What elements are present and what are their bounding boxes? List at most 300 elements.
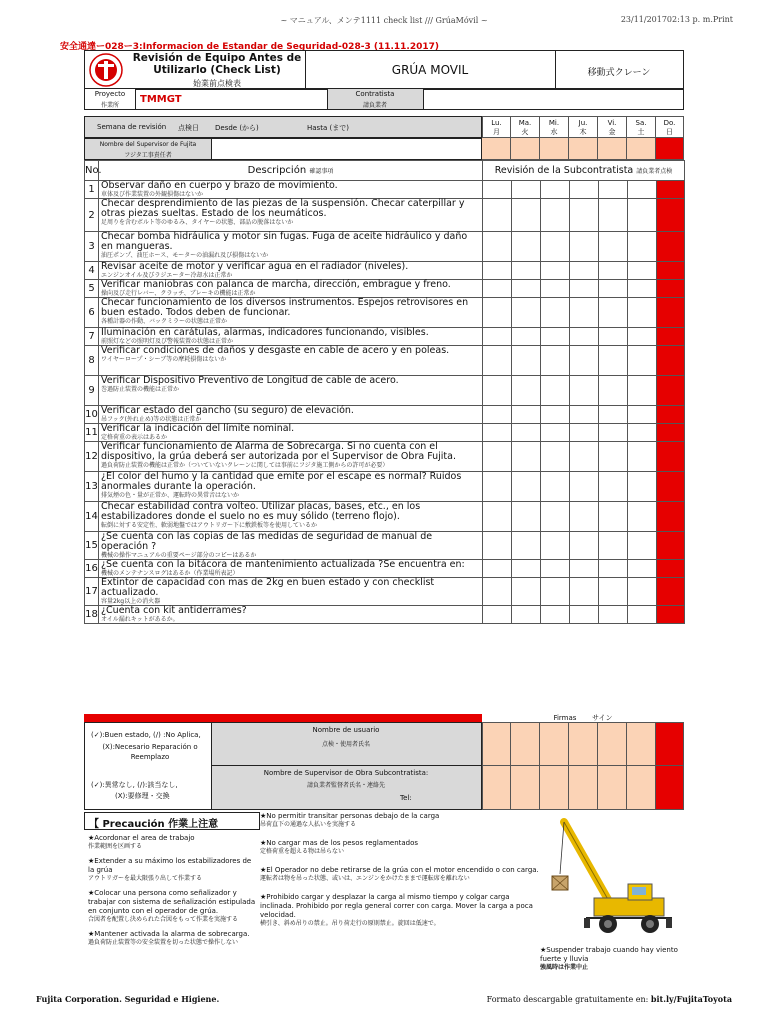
table-row [85,424,685,442]
signature-cell[interactable] [569,766,598,810]
item-description [99,262,483,280]
fujita-logo [89,53,123,87]
check-cell[interactable] [628,199,657,232]
check-cell[interactable] [599,280,628,298]
item-description [99,406,483,424]
signature-cell[interactable] [540,722,569,766]
item-description [99,298,483,328]
supervisor-label-cell [84,138,212,160]
check-cell[interactable] [541,232,570,262]
check-cell[interactable] [628,472,657,502]
check-cell[interactable] [541,346,570,376]
check-cell[interactable] [628,262,657,280]
check-cell[interactable] [628,442,657,472]
col-review-jp: 請負業者点検 [636,168,673,175]
semana-row [84,116,482,138]
proyecto-label-cell [84,88,136,110]
signature-cell[interactable] [627,722,656,766]
check-cell[interactable] [570,376,599,406]
item-es: Extintor de capacidad con mas de 2kg en buen estado y con checklist actualizado. [101,577,435,598]
precaution-right [540,946,680,972]
check-cell[interactable] [657,346,685,376]
item-es: Verificar funcionamiento de Alarma de Sobrecarga. Si no cuenta con el dispositivo, la grúa deberá ser autorizada por el Supervisor de Obra Fujita. [101,441,457,462]
check-cell[interactable] [628,376,657,406]
check-cell[interactable] [512,442,541,472]
table-row [85,199,685,232]
check-cell[interactable] [599,376,628,406]
signature-cell[interactable] [540,766,569,810]
check-cell[interactable] [483,262,512,280]
item-jp: 排気煙の色・量が正常か、運転時の異常音はないか [101,492,240,499]
usuario-label: Nombre de usuario [312,726,380,734]
check-cell[interactable] [570,606,599,624]
item-no: 12 [85,442,99,472]
check-cell[interactable] [541,280,570,298]
equipment-es: GRÚA MOVIL [391,63,469,77]
signature-cell[interactable] [511,722,540,766]
item-es: Verificar condiciones de daños y desgaste en cable de acero y en poleas. [101,345,450,356]
day-jp: 日 [666,128,673,136]
item-description [99,280,483,298]
precaution-jp: 吊荷直下の通過な人払いを実施する [260,821,357,828]
item-description [99,376,483,406]
check-cell[interactable] [657,502,685,532]
item-es: Verificar estado del gancho (su seguro) de elevación. [101,405,354,416]
supervisor-sub-cell [212,766,482,810]
check-cell[interactable] [599,181,628,199]
check-cell[interactable] [541,298,570,328]
check-cell[interactable] [541,532,570,560]
precaution-right-es: ★Suspender trabajo cuando hay viento fuerte y lluvia [540,946,678,963]
legend-line-4: (X):要修理・交換 [115,792,170,800]
check-cell[interactable] [570,442,599,472]
check-cell[interactable] [599,262,628,280]
check-cell[interactable] [483,472,512,502]
day-jp: 土 [637,128,645,136]
check-cell[interactable] [541,560,570,578]
table-row [85,560,685,578]
check-cell[interactable] [657,532,685,560]
usuario-cell [212,722,482,766]
check-cell[interactable] [657,181,685,199]
check-cell[interactable] [657,578,685,606]
item-description [99,472,483,502]
item-jp: 機械のメンテナンスログはあるか（作業場所表記） [101,570,239,577]
check-cell[interactable] [512,472,541,502]
semana-jp: 点検日 [178,124,199,132]
firmas-jp: サイン [592,714,613,722]
check-cell[interactable] [541,442,570,472]
check-cell[interactable] [599,502,628,532]
item-jp: 油圧ポンプ、油圧ホース、モーターの油漏れ及び損傷はないか [101,252,269,259]
day-header-0 [482,116,511,138]
precaution-item [260,866,540,883]
check-cell[interactable] [483,560,512,578]
table-row [85,376,685,406]
check-cell[interactable] [570,181,599,199]
day-es: Lu. [491,119,502,127]
check-cell[interactable] [512,606,541,624]
check-cell[interactable] [541,472,570,502]
signature-cell[interactable] [598,722,627,766]
col-desc [99,161,483,181]
supervisor-day-cell[interactable] [482,138,511,160]
table-row [85,298,685,328]
check-cell[interactable] [599,199,628,232]
check-cell[interactable] [541,181,570,199]
precaution-title: 【 Precaución 作業上注意 [89,819,219,830]
check-cell[interactable] [541,262,570,280]
item-no: 13 [85,472,99,502]
day-es: Vi. [607,119,617,127]
days-header [482,116,684,138]
check-cell[interactable] [599,406,628,424]
item-no: 6 [85,298,99,328]
check-cell[interactable] [483,346,512,376]
check-cell[interactable] [599,606,628,624]
item-jp: 操向及び走行レバー、クラッチ、ブレーキの機能は正常か [101,290,256,297]
precaution-jp: アウトリガーを最大限張り出して作業する [88,875,202,882]
check-cell[interactable] [512,199,541,232]
item-jp: 前照灯などの照明灯及び警報装置の状態は正常か [101,338,234,345]
check-cell[interactable] [570,232,599,262]
item-es: Checar funcionamiento de los diversos instrumentos. Espejos retrovisores en buen estado. Todos deben de funcionar. [101,297,469,318]
check-cell[interactable] [570,472,599,502]
precaution-es: ★Acordonar el area de trabajo [88,834,195,842]
check-cell[interactable] [628,578,657,606]
check-cell[interactable] [512,328,541,346]
check-cell[interactable] [628,298,657,328]
check-cell[interactable] [570,532,599,560]
precaution-item [88,889,258,924]
precaution-jp: 運転者は物を吊った状態、或いは、エンジンをかけたままで運転席を離れない [260,875,470,882]
day-es: Ma. [518,119,532,127]
check-cell[interactable] [483,232,512,262]
check-cell[interactable] [512,560,541,578]
day-jp: 木 [579,128,587,136]
print-header-date: 23/11/201702:13 p. m.Print [620,15,733,24]
table-row [85,280,685,298]
item-no: 18 [85,606,99,624]
check-cell[interactable] [483,424,512,442]
item-es: Verificar Dispositivo Preventivo de Longitud de cable de acero. [101,375,399,386]
item-description [99,199,483,232]
supervisor-day-cell[interactable] [627,138,656,160]
check-cell[interactable] [570,280,599,298]
check-cell[interactable] [512,578,541,606]
check-cell[interactable] [483,328,512,346]
check-cell[interactable] [599,328,628,346]
title-es: Revisión de Equipo Antes de Utilizarlo (Check List) [132,52,302,76]
hasta-field[interactable]: Hasta (まで) [307,124,349,132]
day-header-4 [598,116,627,138]
footer-link[interactable]: bit.ly/FujitaToyota [650,994,732,1004]
check-cell[interactable] [512,406,541,424]
check-cell[interactable] [483,298,512,328]
day-es: Do. [663,119,676,127]
check-cell[interactable] [599,346,628,376]
signature-cell[interactable] [598,766,627,810]
signature-cell[interactable] [482,766,511,810]
col-review [483,161,685,181]
signature-cell[interactable] [627,766,656,810]
legend-line-1: (✓):Buen estado, (/) :No Aplica, [91,731,201,739]
day-es: Sa. [635,119,647,127]
table-row [85,578,685,606]
table-header-row [85,161,685,181]
check-cell[interactable] [657,406,685,424]
precaution-right-jp: 強風時は作業中止 [540,964,589,971]
precaution-mid [260,812,540,938]
day-jp: 水 [550,128,558,136]
supervisor-day-cell[interactable] [540,138,569,160]
day-header-5 [627,116,656,138]
contratista-jp: 請負業者 [362,102,387,109]
check-cell[interactable] [541,606,570,624]
check-cell[interactable] [483,280,512,298]
check-cell[interactable] [628,406,657,424]
print-header-title: ~ マニュアル、メンテ1111 check list /// GrúaMóvil ~ [280,16,488,25]
supervisor-sub-label: Nombre de Supervisor de Obra Subcontratista: [263,769,429,777]
item-jp: 過負荷防止装置の機能は正常か（ついていないクレーンに関しては事前にフジタ施工側からの許可が必要） [101,462,389,469]
check-cell[interactable] [570,560,599,578]
precaution-item [260,812,540,829]
check-cell[interactable] [628,560,657,578]
desde-field[interactable]: Desde (から) [215,124,259,132]
supervisor-day-cell[interactable] [569,138,598,160]
precaution-item [88,834,258,851]
check-cell[interactable] [570,328,599,346]
item-es: Checar bomba hidráulica y motor sin fugas. Fuga de aceite hidráulico y daño en mangueras. [101,231,468,252]
item-es: Revisar aceite de motor y verificar agua en el radiador (niveles). [101,261,409,272]
item-no: 2 [85,199,99,232]
check-cell[interactable] [570,298,599,328]
check-cell[interactable] [599,298,628,328]
check-cell[interactable] [657,328,685,346]
check-cell[interactable] [599,232,628,262]
signature-cell[interactable] [656,766,684,810]
signature-cell[interactable] [511,766,540,810]
check-cell[interactable] [541,376,570,406]
table-row [85,606,685,624]
check-cell[interactable] [483,181,512,199]
item-jp: 転倒に対する安定性、軟弱地盤ではアウトリガー下に敷鉄板等を使用しているか [101,522,317,529]
check-cell[interactable] [570,406,599,424]
item-no: 8 [85,346,99,376]
supervisor-label: Nombre del Supervisor de Fujita [99,141,197,148]
precaution-es: ★Extender a su máximo los estabilizadores de la grúa [88,857,252,874]
check-cell[interactable] [657,376,685,406]
item-description [99,424,483,442]
supervisor-jp: フジタ工事責任者 [124,152,172,159]
contratista-label: Contratista [355,90,395,98]
item-es: ¿Se cuenta con la bitácora de mantenimiento actualizada ?Se encuentra en: [101,559,465,570]
check-cell[interactable] [657,472,685,502]
item-no: 16 [85,560,99,578]
check-cell[interactable] [570,199,599,232]
signature-cell[interactable] [656,722,684,766]
day-header-1 [511,116,540,138]
check-cell[interactable] [541,406,570,424]
check-cell[interactable] [512,502,541,532]
item-jp: 各種計器の作動、バックミラーの状態は正常か [101,318,228,325]
check-cell[interactable] [541,328,570,346]
check-cell[interactable] [657,560,685,578]
precaution-es: ★Mantener activada la alarma de sobrecarga. [88,930,250,938]
signature-row [482,766,684,810]
check-cell[interactable] [570,578,599,606]
proyecto-label: Proyecto [94,90,126,98]
item-es: Verificar maniobras con palanca de marcha, dirección, embrague y freno. [101,279,451,290]
item-es: Checar estabilidad contra volteo. Utilizar placas, bases, etc., en los estabilizadores donde el suelo no es muy sólido (terreno flojo). [101,501,421,522]
check-cell[interactable] [628,181,657,199]
signature-cell[interactable] [482,722,511,766]
precaution-block [84,812,684,1012]
firmas-cells [482,722,684,810]
check-cell[interactable] [541,502,570,532]
col-desc-jp: 確認事項 [309,168,334,175]
col-review-label: Revisión de la Subcontratista [494,165,634,176]
item-jp: 巻過防止装置の機能は正常か [101,386,180,393]
precaution-es: ★No permitir transitar personas debajo de la carga [260,812,440,820]
legend-box [84,722,212,810]
check-cell[interactable] [483,606,512,624]
checklist-table [84,160,685,624]
firmas-text: Firmas [553,714,577,722]
check-cell[interactable] [657,262,685,280]
legend-line-3: (✓):異常なし, (/):該当なし, [91,781,178,789]
precaution-item [88,930,258,947]
item-es: Verificar la indicación del límite nominal. [101,423,295,434]
check-cell[interactable] [628,502,657,532]
item-es: Observar daño en cuerpo y brazo de movimiento. [101,180,338,191]
item-description [99,442,483,472]
check-cell[interactable] [512,424,541,442]
supervisor-day-cell[interactable] [598,138,627,160]
check-cell[interactable] [570,502,599,532]
check-cell[interactable] [628,346,657,376]
check-cell[interactable] [628,424,657,442]
check-cell[interactable] [628,606,657,624]
supervisor-day-cell[interactable] [656,138,684,160]
check-cell[interactable] [512,262,541,280]
check-cell[interactable] [657,232,685,262]
check-cell[interactable] [541,199,570,232]
item-no: 7 [85,328,99,346]
item-jp: 容量2kg以上の消火器 [101,598,161,605]
check-cell[interactable] [483,406,512,424]
item-jp: オイル漏れキットがあるか。 [101,616,179,623]
check-cell[interactable] [599,532,628,560]
check-cell[interactable] [599,442,628,472]
check-cell[interactable] [628,232,657,262]
check-cell[interactable] [599,424,628,442]
item-jp: エンジンオイル及びラジエーター冷却水は正常か [101,272,233,279]
tel-label: Tel: [400,794,412,802]
item-es: ¿Cuenta con kit antiderrames? [101,605,247,616]
check-cell[interactable] [599,472,628,502]
item-jp: 車体及び作業装置の外観損傷はないか [101,191,204,198]
check-cell[interactable] [599,560,628,578]
proyecto-value-cell[interactable] [136,88,328,110]
check-cell[interactable] [628,280,657,298]
check-cell[interactable] [570,346,599,376]
item-no: 5 [85,280,99,298]
item-description [99,560,483,578]
checklist-sheet [60,36,684,971]
check-cell[interactable] [512,232,541,262]
precaution-item [88,857,258,883]
check-cell[interactable] [628,532,657,560]
check-cell[interactable] [483,502,512,532]
day-jp: 月 [493,128,500,136]
precaution-item [260,839,540,856]
contratista-value-cell[interactable] [424,88,684,110]
check-cell[interactable] [541,424,570,442]
item-description [99,606,483,624]
day-jp: 火 [521,128,529,136]
precaution-jp: 過負荷防止装置等の安全装置を切った状態で操作しない [88,939,239,946]
item-no: 4 [85,262,99,280]
check-cell[interactable] [570,262,599,280]
supervisor-day-cell[interactable] [511,138,540,160]
item-description [99,346,483,376]
check-cell[interactable] [483,442,512,472]
check-cell[interactable] [657,424,685,442]
table-row [85,442,685,472]
day-es: Ju. [578,119,588,127]
check-cell[interactable] [483,199,512,232]
check-cell[interactable] [512,298,541,328]
item-es: ¿El color del humo y la cantidad que emite por el escape es normal? Ruidos anormales durante la operación. [101,471,462,492]
check-cell[interactable] [541,578,570,606]
item-no: 9 [85,376,99,406]
precaution-left [88,834,258,953]
check-cell[interactable] [512,346,541,376]
check-cell[interactable] [570,424,599,442]
check-cell[interactable] [599,578,628,606]
supervisor-value-cell[interactable] [212,138,482,160]
check-cell[interactable] [657,606,685,624]
firmas-label [482,714,684,722]
check-cell[interactable] [657,442,685,472]
precaution-jp: 横引き、斜め吊りの禁止。吊り荷走行の原則禁止。旋回は低速で。 [260,920,440,927]
check-cell[interactable] [512,181,541,199]
signature-cell[interactable] [569,722,598,766]
check-cell[interactable] [657,298,685,328]
table-row [85,532,685,560]
doc-code-line: 安全通達ー028ー3:Informacion de Estandar de Seguridad-028-3 (11.11.2017) [60,42,440,52]
semana-label: Semana de revisión [97,123,167,131]
day-jp: 金 [608,128,616,136]
table-row [85,232,685,262]
item-description [99,532,483,560]
check-cell[interactable] [657,280,685,298]
item-description [99,328,483,346]
check-cell[interactable] [628,328,657,346]
check-cell[interactable] [483,532,512,560]
proyecto-value: TMMGT [140,94,182,105]
check-cell[interactable] [483,376,512,406]
check-cell[interactable] [512,280,541,298]
item-es: ¿Se cuenta con las copias de las medidas de seguridad de manual de operación ? [101,531,433,552]
check-cell[interactable] [483,578,512,606]
footer-left: Fujita Corporation. Seguridad e Higiene. [36,994,220,1004]
check-cell[interactable] [512,376,541,406]
check-cell[interactable] [512,532,541,560]
check-cell[interactable] [657,199,685,232]
contratista-label-cell [328,88,424,110]
